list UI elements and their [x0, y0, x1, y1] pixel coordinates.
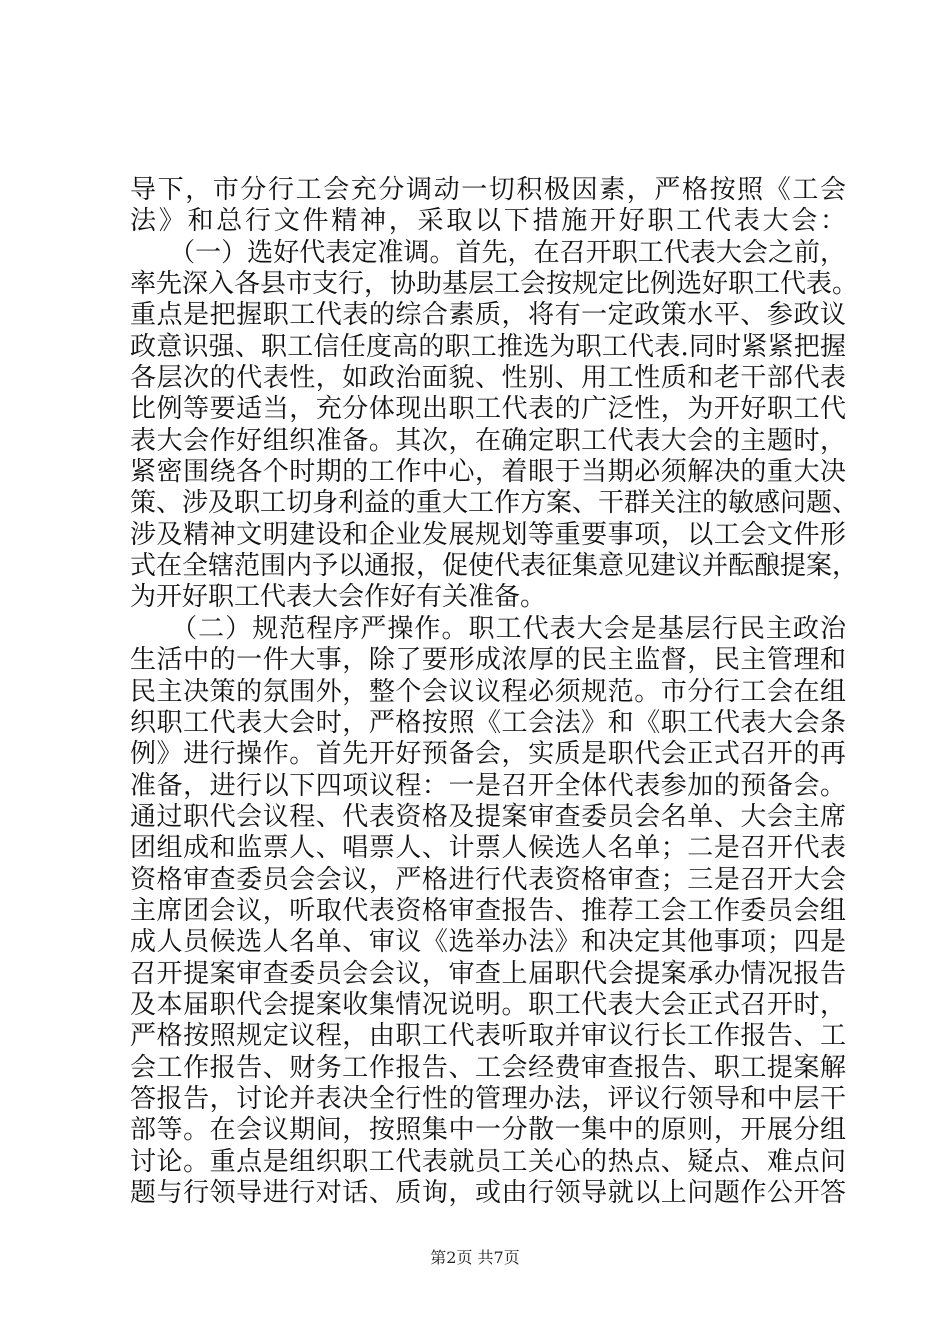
- text-line: 策、涉及职工切身利益的重大工作方案、干群关注的敏感问题、: [130, 488, 859, 519]
- text-line: 成人员候选人名单、审议《选举办法》和决定其他事项；四是: [130, 927, 846, 958]
- page-footer: 第2页 共7页: [430, 1248, 520, 1267]
- text-line: 民主决策的氛围外，整个会议议程必须规范。市分行工会在组: [130, 676, 846, 707]
- text-line: 各层次的代表性，如政治面貌、性别、用工性质和老干部代表: [130, 363, 846, 394]
- text-line: 生活中的一件大事，除了要形成浓厚的民主监督，民主管理和: [130, 645, 846, 676]
- text-line: 严格按照规定议程，由职工代表听取并审议行长工作报告、工: [130, 1021, 846, 1052]
- text-line: 比例等要适当，充分体现出职工代表的广泛性，为开好职工代: [130, 394, 846, 425]
- text-line: 政意识强、职工信任度高的职工推选为职工代表.同时紧紧把握: [130, 331, 846, 362]
- text-line: 式在全辖范围内予以通报，促使代表征集意见建议并酝酿提案，: [130, 551, 859, 582]
- text-line: 部等。在会议期间，按照集中一分散一集中的原则，开展分组: [130, 1115, 846, 1146]
- text-line: 资格审查委员会会议，严格进行代表资格审查；三是召开大会: [130, 864, 846, 895]
- text-line: 织职工代表大会时，严格按照《工会法》和《职工代表大会条: [130, 707, 846, 738]
- text-line: 例》进行操作。首先开好预备会，实质是职代会正式召开的再: [130, 739, 846, 770]
- text-line: 及本届职代会提案收集情况说明。职工代表大会正式召开时，: [130, 989, 846, 1020]
- text-line: 表大会作好组织准备。其次，在确定职工代表大会的主题时，: [130, 425, 846, 456]
- text-line: 题与行领导进行对话、质询，或由行领导就以上问题作公开答: [130, 1178, 846, 1208]
- text-line: 导下，市分行工会充分调动一切积极因素，严格按照《工会: [130, 175, 846, 205]
- text-line: 召开提案审查委员会会议，审查上届职代会提案承办情况报告: [130, 958, 846, 989]
- text-line: 率先深入各县市支行，协助基层工会按规定比例选好职工代表。: [130, 269, 859, 300]
- text-line: 会工作报告、财务工作报告、工会经费审查报告、职工提案解: [130, 1052, 846, 1083]
- text-line: 准备，进行以下四项议程：一是召开全体代表参加的预备会。: [130, 770, 846, 801]
- text-line: 法》和总行文件精神，采取以下措施开好职工代表大会：: [130, 206, 846, 237]
- text-line: 重点是把握职工代表的综合素质，将有一定政策水平、参政议: [130, 300, 846, 331]
- body-text: [130, 175, 859, 1209]
- text-line: 主席团会议，听取代表资格审查报告、推荐工会工作委员会组: [130, 895, 846, 926]
- text-line: （一）选好代表定准调。首先，在召开职工代表大会之前，: [130, 237, 846, 268]
- text-line: 答报告，讨论并表决全行性的管理办法，评议行领导和中层干: [130, 1083, 846, 1114]
- text-line: 讨论。重点是组织职工代表就员工关心的热点、疑点、难点问: [130, 1146, 846, 1177]
- text-line: 为开好职工代表大会作好有关准备。: [130, 582, 547, 613]
- text-line: 紧密围绕各个时期的工作中心，着眼于当期必须解决的重大决: [130, 457, 846, 488]
- text-line: 通过职代会议程、代表资格及提案审查委员会名单、大会主席: [130, 801, 846, 832]
- text-line: 团组成和监票人、唱票人、计票人候选人名单；二是召开代表: [130, 833, 846, 864]
- text-line: 涉及精神文明建设和企业发展规划等重要事项，以工会文件形: [130, 519, 846, 550]
- text-line: （二）规范程序严操作。职工代表大会是基层行民主政治: [130, 613, 846, 644]
